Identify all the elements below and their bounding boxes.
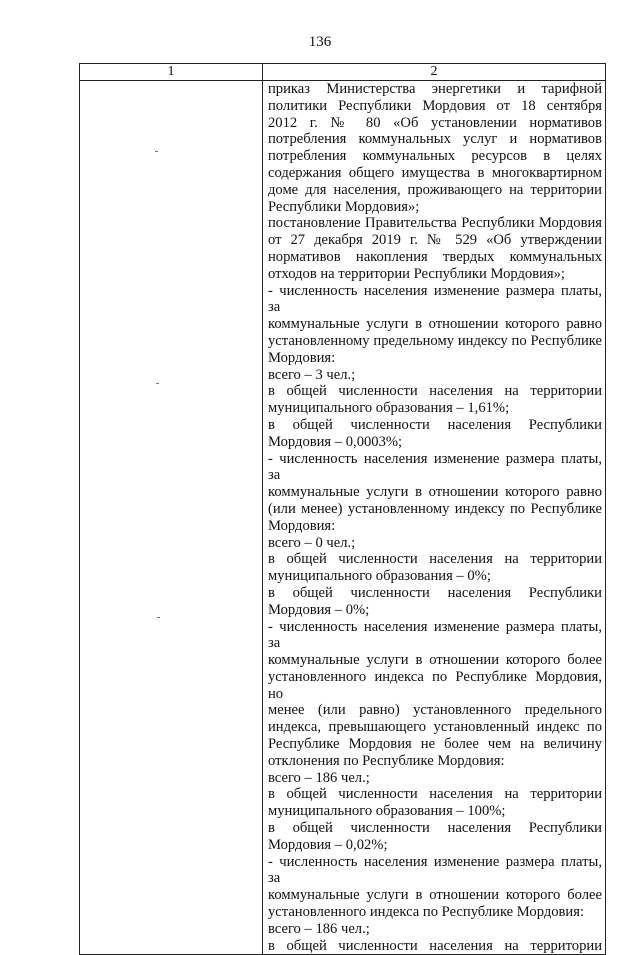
text-line: Мордовия – 0,02%; xyxy=(268,836,388,853)
text-line: Мордовия – 0%; xyxy=(268,601,370,618)
text-line: - численность населения изменение размера платы, за xyxy=(268,282,602,316)
text-line: отклонения по Республике Мордовия: xyxy=(268,752,505,769)
text-line: (или менее) установленному индексу по Республике xyxy=(268,500,602,517)
text-line: Республике Мордовия не более чем на величину xyxy=(268,736,602,753)
scan-mark xyxy=(155,151,158,152)
text-line: в общей численности населения на территории xyxy=(268,786,602,803)
text-line: всего – 0 чел.; xyxy=(268,534,356,551)
text-line: коммунальные услуги в отношении которого более xyxy=(268,887,602,904)
text-line: - численность населения изменение размера платы, за xyxy=(268,853,602,887)
text-line: отходов на территории Республики Мордовия»; xyxy=(268,265,565,282)
text-line: муниципального образования – 100%; xyxy=(268,803,506,820)
text-line: менее (или равно) установленного предельного xyxy=(268,702,602,719)
text-line: в общей численности населения Республики xyxy=(268,584,602,601)
scan-mark xyxy=(156,383,159,384)
text-line: в общей численности населения на территории xyxy=(268,383,602,400)
text-line: содержания общего имущества в многоквартирном xyxy=(268,164,602,181)
text-line: - численность населения изменение размера платы, за xyxy=(268,450,602,484)
page-number: 136 xyxy=(308,34,332,50)
text-line: муниципального образования – 1,61%; xyxy=(268,400,510,417)
text-line: муниципального образования – 0%; xyxy=(268,568,491,585)
text-line: установленному предельному индексу по Республике xyxy=(268,332,602,349)
document-table xyxy=(79,63,606,955)
text-line: Мордовия – 0,0003%; xyxy=(268,433,403,450)
text-line: в общей численности населения Республики xyxy=(268,820,602,837)
column-header-2: 2 xyxy=(263,64,606,81)
text-line: всего – 3 чел.; xyxy=(268,366,356,383)
column-2-cell xyxy=(263,81,606,955)
text-line: коммунальные услуги в отношении которого равно xyxy=(268,316,602,333)
column-header-1: 1 xyxy=(80,64,263,81)
table-row xyxy=(80,81,606,955)
text-line: потребления коммунальных ресурсов в целях xyxy=(268,148,602,165)
text-line: всего – 186 чел.; xyxy=(268,769,370,786)
text-line: установленного индекса по Республике Мордовия, но xyxy=(268,668,602,702)
text-line: Мордовия: xyxy=(268,517,336,534)
text-line: доме для населения, проживающего на территории xyxy=(268,181,602,198)
text-line: приказ Министерства энергетики и тарифной xyxy=(268,81,602,97)
text-line: в общей численности населения Республики xyxy=(268,416,602,433)
text-line: - численность населения изменение размера платы, за xyxy=(268,618,602,652)
text-line: коммунальные услуги в отношении которого равно xyxy=(268,484,602,501)
text-line: постановление Правительства Республики Мордовия xyxy=(268,215,602,232)
text-line: Мордовия: xyxy=(268,349,336,366)
column-1-cell xyxy=(80,81,263,955)
text-line: в общей численности населения на территории xyxy=(268,937,602,954)
text-line: установленного индекса по Республике Мордовия: xyxy=(268,904,585,921)
text-line: от 27 декабря 2019 г. № 529 «Об утверждении xyxy=(268,232,602,249)
text-line: всего – 186 чел.; xyxy=(268,920,370,937)
text-line: потребления коммунальных услуг и нормативов xyxy=(268,131,602,148)
table-header-row xyxy=(80,64,606,81)
scan-mark xyxy=(157,617,160,618)
text-line: коммунальные услуги в отношении которого более xyxy=(268,652,602,669)
text-line: Республики Мордовия»; xyxy=(268,198,420,215)
text-line: в общей численности населения на территории xyxy=(268,551,602,568)
text-line: индекса, превышающего установленный индекс по xyxy=(268,719,602,736)
text-line: 2012 г. № 80 «Об установлении нормативов xyxy=(268,114,602,131)
text-line: политики Республики Мордовия от 18 сентября xyxy=(268,97,602,114)
text-line: нормативов накопления твердых коммунальных xyxy=(268,248,602,265)
